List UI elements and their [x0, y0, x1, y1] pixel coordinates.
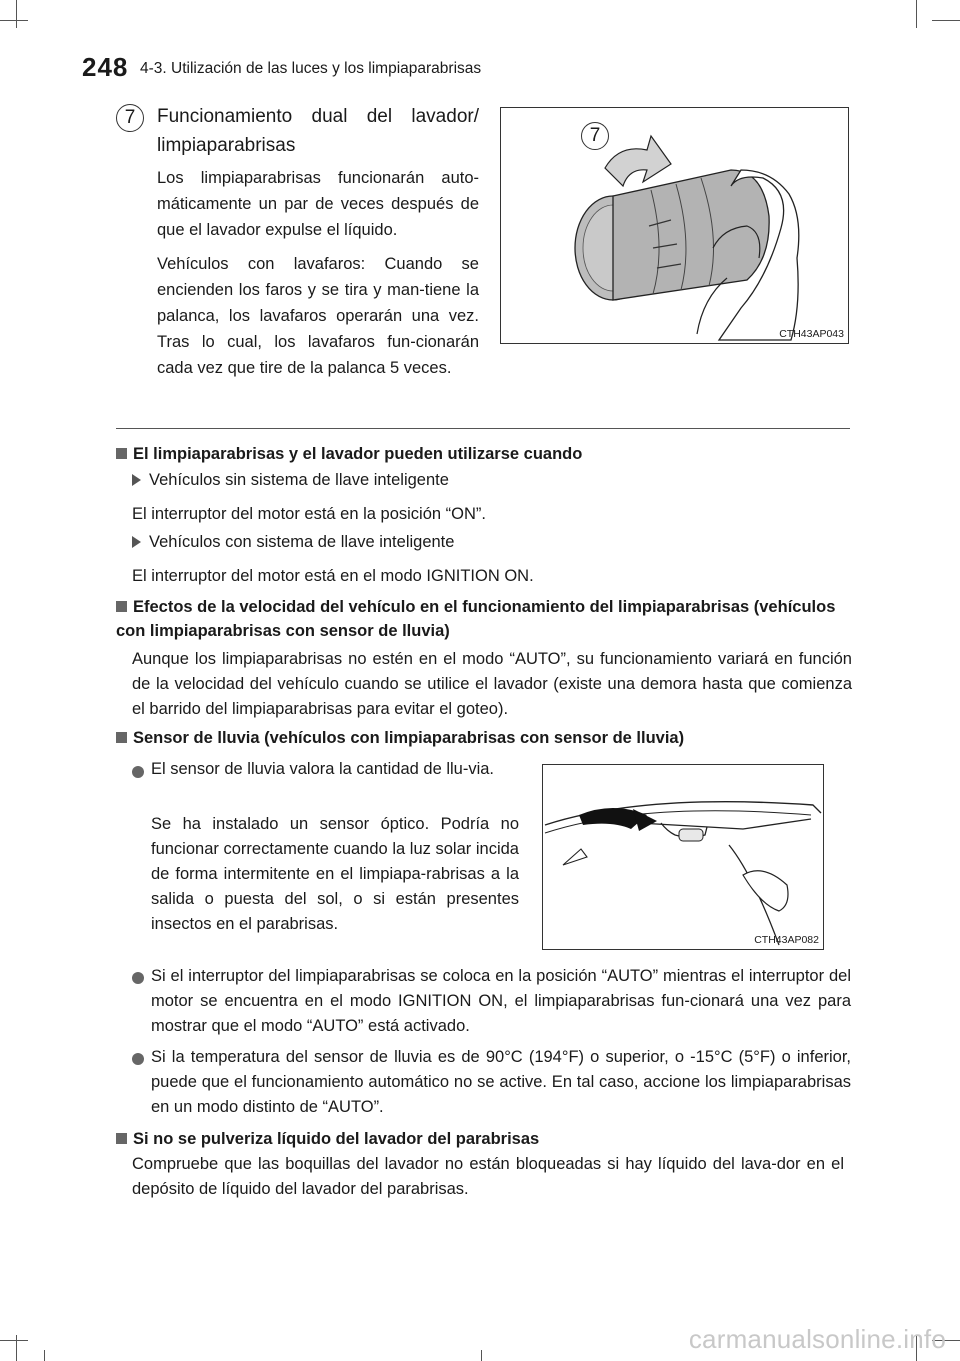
temperature-text: Si la temperatura del sensor de lluvia es de 90°C (194°F) o superior, o -15°C (5°F) o inferior, puede que el funcionamiento automático no se active. En tal caso, accione los limpiaparabrisas en un modo distinto de “AUTO”. [151, 1048, 851, 1116]
smart-key-text: Vehículos con sistema de llave inteligente [149, 533, 455, 551]
item-number-badge: 7 [116, 104, 144, 132]
dual-function-title: Funcionamiento dual del lavador/ limpiaparabrisas [157, 106, 479, 156]
page-number: 248 [82, 52, 129, 82]
no-spray-text: Compruebe que las boquillas del lavador no están bloqueadas si hay líquido del lava-dor en el depósito de líquido del lavador del parabrisas. [132, 1155, 844, 1198]
speed-text: Aunque los limpiaparabrisas no estén en el modo “AUTO”, su funcionamiento variará en función de la velocidad del vehículo cuando se utilice el lavador (existe una demora hasta que comienza el barrido del limpiaparabrisas para evitar el goteo). [132, 650, 852, 718]
no-spray-heading [116, 1127, 850, 1151]
crop-mark [16, 0, 17, 28]
rain-sensor-bullet1: El sensor de lluvia valora la cantidad de llu-via. [151, 760, 495, 778]
wiper-lever-illustration [501, 108, 848, 343]
rain-sensor-heading [116, 726, 850, 750]
heading-square-icon [116, 732, 127, 743]
crop-mark [916, 0, 917, 28]
bullet-dot [132, 1053, 144, 1065]
dual-function-text: Los limpiaparabrisas funcionarán auto-máticamente un par de veces después de que el lavador expulse el líquido. [157, 169, 479, 239]
no-spray-heading-text: Si no se pulveriza líquido del lavador del parabrisas [133, 1130, 540, 1148]
crop-mark [0, 1340, 28, 1341]
section-divider [116, 428, 850, 429]
no-smart-key-text: Vehículos sin sistema de llave inteligente [149, 471, 449, 489]
no-smart-key-condition: El interruptor del motor está en la posición “ON”. [132, 505, 486, 523]
speed-heading-text: Efectos de la velocidad del vehículo en el funcionamiento del limpiaparabrisas (vehículos con limpiaparabrisas con sensor de lluvia) [116, 598, 836, 640]
usable-heading-text: El limpiaparabrisas y el lavador pueden utilizarse cuando [133, 445, 583, 463]
crop-mark [16, 1335, 17, 1361]
section-title: 4-3. Utilización de las luces y los limpiaparabrisas [140, 60, 482, 77]
triangle-arrow-icon [132, 536, 141, 548]
figure-badge: 7 [581, 122, 609, 150]
rain-sensor-note: Se ha instalado un sensor óptico. Podría no funcionar correctamente cuando la luz solar incida de forma intermitente en el limpiapa-rabrisas a la salida o puesta del sol, o si están presentes insectos en el parabrisas. [151, 815, 519, 933]
windshield-illustration [543, 765, 823, 949]
figure-code: CTH43AP082 [754, 934, 819, 946]
headlamp-cleaner-text: Vehículos con lavafaros: Cuando se encienden los faros y se tira y man-tiene la palanca, los lavafaros operarán una vez. Tras lo cual, los lavafaros fun-cionarán cada vez que tire de la palanca 5 veces. [157, 255, 479, 377]
watermark: carmanualsonline.info [688, 1324, 946, 1354]
crop-mark [481, 1350, 482, 1361]
figure-code: CTH43AP043 [779, 328, 844, 340]
wiper-lever-figure [500, 107, 849, 344]
rain-sensor-figure [542, 764, 824, 950]
triangle-arrow-icon [132, 474, 141, 486]
speed-heading [116, 595, 850, 643]
heading-square-icon [116, 601, 127, 612]
smart-key-condition: El interruptor del motor está en el modo IGNITION ON. [132, 567, 534, 585]
auto-mode-text: Si el interruptor del limpiaparabrisas se coloca en la posición “AUTO” mientras el interruptor del motor se encuentra en el modo IGNITION ON, el limpiaparabrisas fun-cionará una vez para mostrar que el modo “AUTO” está activado. [151, 967, 851, 1035]
heading-square-icon [116, 1133, 127, 1144]
usable-heading [116, 442, 850, 466]
rain-sensor-heading-text: Sensor de lluvia (vehículos con limpiaparabrisas con sensor de lluvia) [133, 729, 685, 747]
bullet-dot [132, 766, 144, 778]
crop-mark [932, 20, 960, 21]
crop-mark [0, 20, 28, 21]
crop-mark [44, 1350, 45, 1361]
smart-key-label [132, 533, 454, 552]
heading-square-icon [116, 448, 127, 459]
bullet-dot [132, 972, 144, 984]
no-smart-key-label [132, 471, 449, 490]
